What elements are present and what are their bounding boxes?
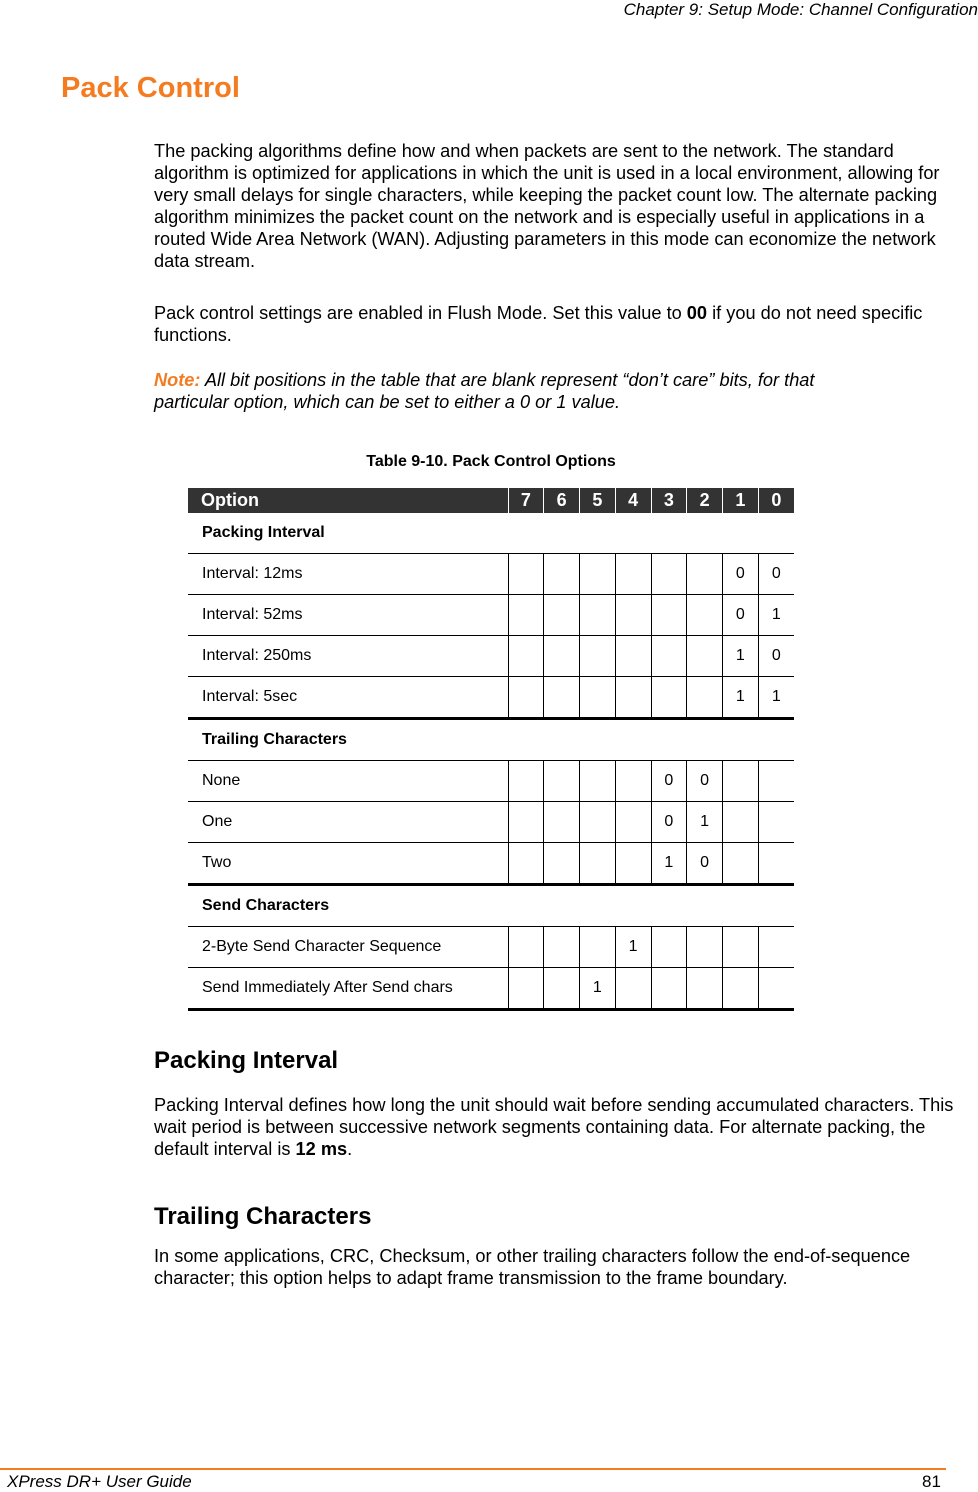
bit-cell-7: [508, 595, 544, 636]
header-bit-3: 3: [651, 488, 687, 513]
bit-cell-5: [580, 677, 616, 719]
bit-cell-7: [508, 802, 544, 843]
bit-cell-6: [544, 761, 580, 802]
bit-cell-7: [508, 636, 544, 677]
note-label: Note:: [154, 370, 201, 390]
bit-cell-5: [580, 927, 616, 968]
option-label: Interval: 52ms: [188, 595, 508, 636]
bit-cell-5: [580, 595, 616, 636]
table-row: [188, 677, 794, 719]
table-header-row: [188, 488, 794, 513]
bit-cell-0: 1: [758, 677, 794, 719]
option-label: Interval: 250ms: [188, 636, 508, 677]
bit-cell-6: [544, 677, 580, 719]
footer-divider: [0, 1468, 946, 1470]
table-body: [188, 513, 794, 1010]
bit-cell-2: [687, 554, 723, 595]
bit-cell-3: [651, 927, 687, 968]
bit-cell-4: [615, 968, 651, 1010]
bit-cell-6: [544, 927, 580, 968]
bit-cell-7: [508, 554, 544, 595]
bit-cell-4: [615, 636, 651, 677]
header-bit-1: 1: [723, 488, 759, 513]
bit-cell-3: [651, 595, 687, 636]
bit-cell-1: [723, 761, 759, 802]
bit-cell-1: [723, 843, 759, 885]
bit-cell-1: 1: [723, 677, 759, 719]
bit-cell-3: 1: [651, 843, 687, 885]
packing-interval-value: 12 ms: [295, 1139, 348, 1159]
bit-cell-3: [651, 636, 687, 677]
bit-cell-5: [580, 554, 616, 595]
option-label: Interval: 12ms: [188, 554, 508, 595]
table-row: [188, 927, 794, 968]
packing-interval-text: Packing Interval defines how long the unit should wait before sending accumulated characters. This wait period is between successive network segments containing data. For alternate packing, the default interval is: [154, 1095, 954, 1159]
packing-interval-text-after: .: [347, 1139, 353, 1159]
bit-cell-4: 1: [615, 927, 651, 968]
settings-text-after: if you do not need specific functions.: [154, 303, 923, 345]
bit-cell-0: [758, 843, 794, 885]
bit-cell-7: [508, 677, 544, 719]
bit-cell-0: [758, 968, 794, 1010]
table-group-row: [188, 513, 794, 554]
trailing-characters-paragraph: In some applications, CRC, Checksum, or other trailing characters follow the end-of-sequence character; this option helps to adapt frame transmission to the frame boundary.: [154, 1246, 911, 1288]
table-caption: Table 9-10. Pack Control Options: [366, 453, 616, 470]
header-bit-0: 0: [758, 488, 794, 513]
bit-cell-2: [687, 927, 723, 968]
bit-cell-1: [723, 802, 759, 843]
group-title: Send Characters: [188, 885, 794, 927]
bit-cell-6: [544, 595, 580, 636]
header-bit-2: 2: [687, 488, 723, 513]
packing-interval-heading: Packing Interval: [154, 1047, 339, 1074]
bit-cell-0: [758, 802, 794, 843]
chapter-header: Chapter 9: Setup Mode: Channel Configuration: [623, 0, 978, 19]
bit-cell-6: [544, 636, 580, 677]
bit-cell-5: [580, 761, 616, 802]
table-row: [188, 802, 794, 843]
bit-cell-3: 0: [651, 761, 687, 802]
bit-cell-2: [687, 636, 723, 677]
bit-cell-3: [651, 677, 687, 719]
bit-cell-1: 0: [723, 595, 759, 636]
footer-guide-title: XPress DR+ User Guide: [7, 1472, 192, 1491]
packing-interval-paragraph: [154, 1094, 972, 1160]
note-text: All bit positions in the table that are blank represent “don’t care” bits, for that particular option, which can be set to either a 0 or 1 value.: [154, 370, 815, 412]
settings-value: 00: [686, 303, 708, 323]
table-row: [188, 761, 794, 802]
bit-cell-1: [723, 968, 759, 1010]
table-group-row: [188, 719, 794, 761]
bit-cell-6: [544, 802, 580, 843]
bit-cell-6: [544, 554, 580, 595]
bit-cell-2: [687, 968, 723, 1010]
option-label: Interval: 5sec: [188, 677, 508, 719]
table-row: [188, 843, 794, 885]
bit-cell-3: [651, 968, 687, 1010]
trailing-characters-heading: Trailing Characters: [154, 1203, 372, 1230]
group-title: Packing Interval: [188, 513, 794, 554]
bit-cell-1: 1: [723, 636, 759, 677]
bit-cell-7: [508, 927, 544, 968]
bit-cell-7: [508, 761, 544, 802]
table-group-row: [188, 885, 794, 927]
bit-cell-4: [615, 677, 651, 719]
note-paragraph: [154, 369, 884, 413]
group-title: Trailing Characters: [188, 719, 794, 761]
header-bit-6: 6: [544, 488, 580, 513]
intro-paragraph: The packing algorithms define how and when packets are sent to the network. The standard algorithm is optimized for applications in which the unit is used in a local environment, allowing for very small delays for single characters, while keeping the packet count low. The alternate packing algorithm minimizes the packet count on the network and is especially useful in applications in a routed Wide Area Network (WAN). Adjusting parameters in this mode can economize the network data stream.: [154, 141, 940, 271]
page-title: Pack Control: [61, 72, 240, 104]
bit-cell-2: 0: [687, 843, 723, 885]
bit-cell-4: [615, 595, 651, 636]
bit-cell-4: [615, 802, 651, 843]
option-label: One: [188, 802, 508, 843]
bit-cell-2: 0: [687, 761, 723, 802]
table-row: [188, 595, 794, 636]
bit-cell-0: [758, 761, 794, 802]
bit-cell-0: [758, 927, 794, 968]
header-bit-5: 5: [580, 488, 616, 513]
bit-cell-4: [615, 554, 651, 595]
header-bit-4: 4: [615, 488, 651, 513]
bit-cell-7: [508, 968, 544, 1010]
bit-cell-5: 1: [580, 968, 616, 1010]
option-label: Send Immediately After Send chars: [188, 968, 508, 1010]
table-row: [188, 968, 794, 1010]
bit-cell-5: [580, 802, 616, 843]
bit-cell-3: [651, 554, 687, 595]
header-bit-7: 7: [508, 488, 544, 513]
bit-cell-1: [723, 927, 759, 968]
bit-cell-0: 0: [758, 636, 794, 677]
bit-cell-2: [687, 677, 723, 719]
settings-text-before: Pack control settings are enabled in Flush Mode. Set this value to: [154, 303, 687, 323]
bit-cell-2: [687, 595, 723, 636]
bit-cell-7: [508, 843, 544, 885]
bit-cell-5: [580, 636, 616, 677]
bit-cell-2: 1: [687, 802, 723, 843]
bit-cell-3: 0: [651, 802, 687, 843]
bit-cell-6: [544, 843, 580, 885]
pack-control-table: [188, 488, 794, 1011]
bit-cell-5: [580, 843, 616, 885]
page-number: 81: [922, 1472, 941, 1491]
bit-cell-4: [615, 843, 651, 885]
option-label: Two: [188, 843, 508, 885]
bit-cell-6: [544, 968, 580, 1010]
header-option: Option: [188, 488, 508, 513]
bit-cell-0: 0: [758, 554, 794, 595]
bit-cell-1: 0: [723, 554, 759, 595]
table-row: [188, 554, 794, 595]
bit-cell-0: 1: [758, 595, 794, 636]
option-label: None: [188, 761, 508, 802]
settings-paragraph: [154, 302, 972, 346]
option-label: 2-Byte Send Character Sequence: [188, 927, 508, 968]
bit-cell-4: [615, 761, 651, 802]
table-row: [188, 636, 794, 677]
